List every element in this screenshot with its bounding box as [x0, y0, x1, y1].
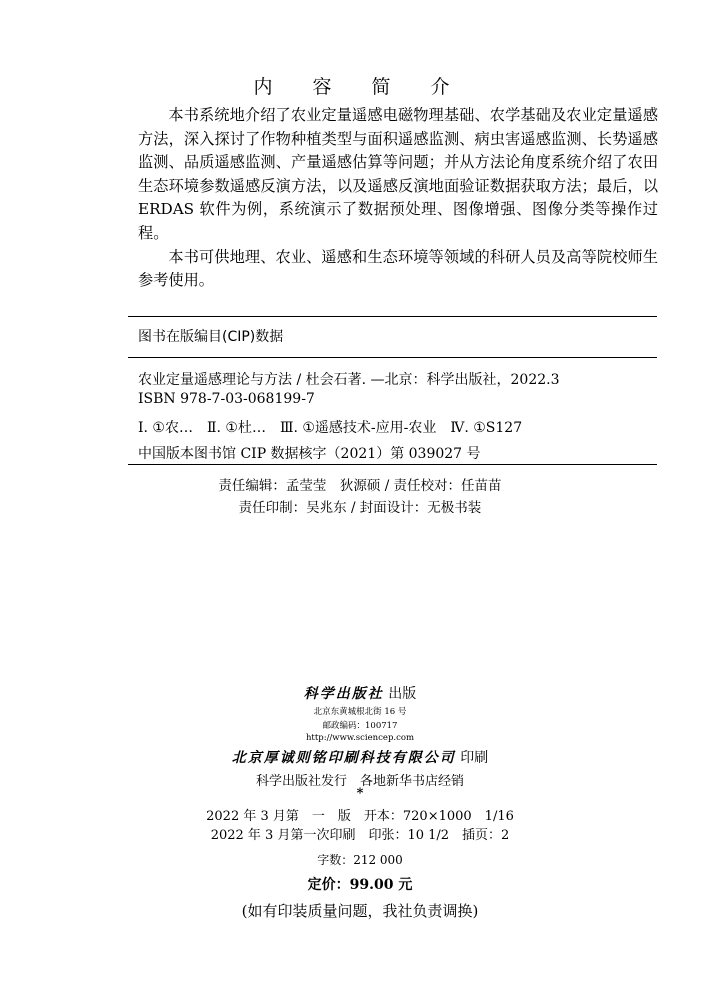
intro-title: 内 容 简 介 [253, 76, 467, 98]
credits-production: 责任印制：吴兆东 / 封面设计：无极书装 [238, 500, 482, 516]
edition-line-1 [0, 805, 720, 824]
publisher-suffix: 出版 [388, 686, 417, 702]
cip-classification: Ⅰ. ①农… Ⅱ. ①杜… Ⅲ. ①遥感技术-应用-农业 Ⅳ. ①S127 [138, 420, 523, 436]
printer-name: 北京厚诚则铭印刷科技有限公司 [231, 750, 456, 766]
separator-star: * [356, 786, 364, 801]
publisher-url: http://www.sciencep.com [305, 733, 415, 743]
quality-notice: (如有印装质量问题，我社负责调换) [241, 902, 479, 920]
printer-line [0, 747, 720, 767]
cip-number: 中国版本图书馆 CIP 数据核字（2021）第 039027 号 [138, 446, 481, 462]
edition-line-2 [0, 824, 720, 843]
cip-block [128, 316, 657, 465]
cip-heading: 图书在版编目(CIP)数据 [138, 329, 284, 345]
cip-catalog-line: 农业定量遥感理论与方法 / 杜会石著. —北京：科学出版社，2022.3 [138, 372, 560, 388]
price: 定价：99.00 元 [307, 877, 413, 893]
publisher-logo-text: 科学出版社 [303, 686, 384, 702]
publisher-line [0, 683, 720, 703]
cip-isbn: ISBN 978-7-03-068199-7 [138, 391, 315, 407]
publisher-address: 北京东黄城根北街 16 号 [313, 707, 407, 717]
edition-line-2-text: 2022 年 3 月第一次印刷 印张：10 1/2 插页：2 [210, 828, 510, 843]
publisher-postcode: 邮政编码：100717 [322, 721, 398, 731]
cip-divider [128, 357, 657, 358]
word-count: 字数：212 000 [317, 853, 403, 867]
intro-text [138, 104, 658, 293]
credits-editors: 责任编辑：孟莹莹 狄源硕 / 责任校对：任苗苗 [218, 478, 502, 494]
intro-paragraph-2: 本书可供地理、农业、遥感和生态环境等领域的科研人员及高等院校师生参考使用。 [138, 247, 658, 290]
printer-suffix: 印刷 [460, 750, 489, 766]
intro-paragraph-1: 本书系统地介绍了农业定量遥感电磁物理基础、农学基础及农业定量遥感方法，深入探讨了作物种植类型与面积遥感监测、病虫害遥感监测、长势遥感监测、品质遥感监测、产量遥感估算等问题；并从方法论角度系统介绍了农田生态环境参数遥感反演方法，以及遥感反演地面验证数据获取方法；最后，以 ERDAS 软件为例，系统演示了数据预处理、图像增强、图像分类等操作过程。 [138, 106, 658, 242]
distribution-line: 科学出版社发行 各地新华书店经销 [255, 774, 464, 789]
edition-line-1-text: 2022 年 3 月第 一 版 开本：720×1000 1/16 [206, 809, 514, 824]
